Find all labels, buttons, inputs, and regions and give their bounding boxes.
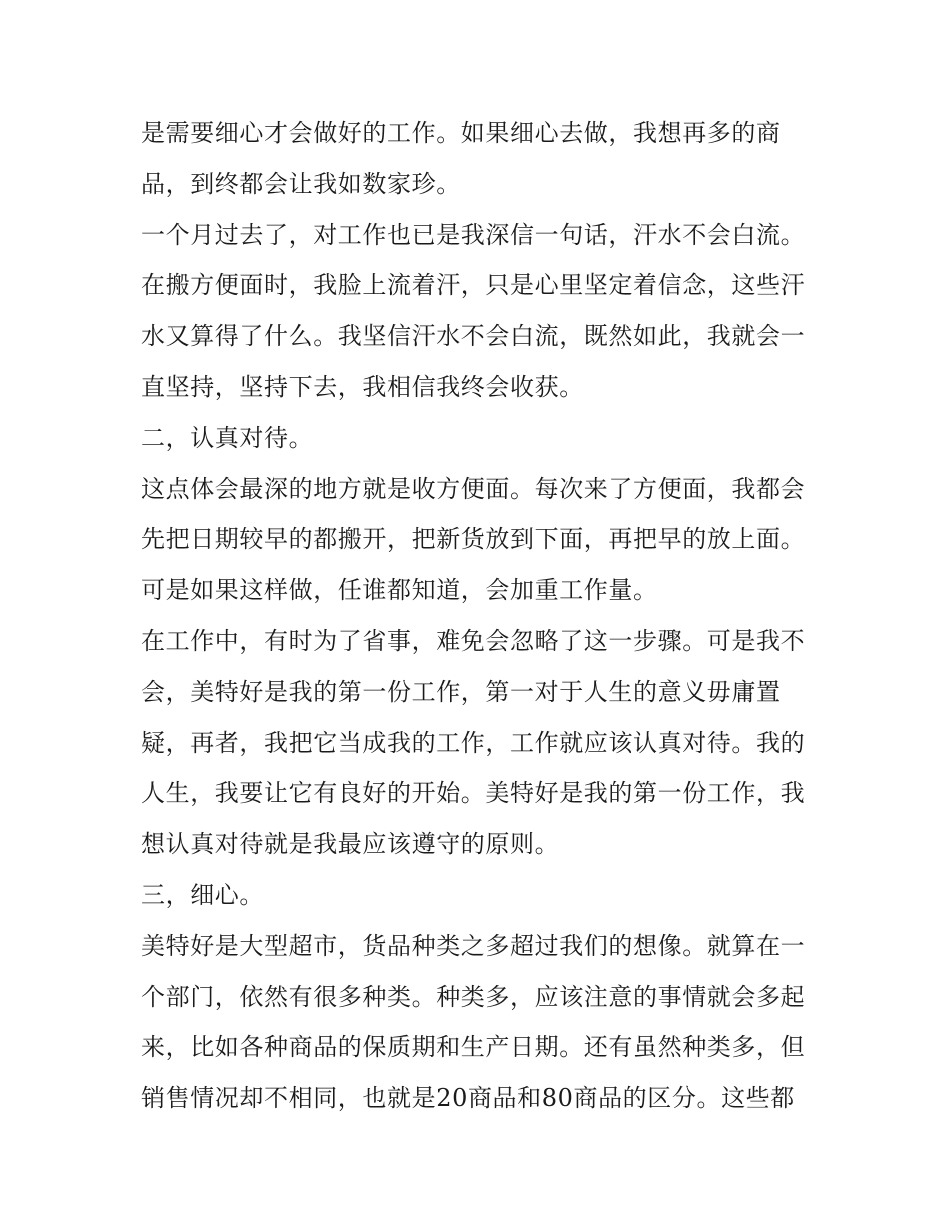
section-heading <box>141 413 821 464</box>
text-line: 在工作中，有时为了省事，难免会忽略了这一步骤。可是我不 <box>141 626 806 655</box>
text-line: 来，比如各种商品的保质期和生产日期。还有虽然种类多，但 <box>141 1033 806 1062</box>
paragraph <box>141 108 821 210</box>
text-line: 可是如果这样做，任谁都知道，会加重工作量。 <box>141 576 658 605</box>
text-line: 想认真对待就是我最应该遵守的原则。 <box>141 830 560 859</box>
text-line: 先把日期较早的都搬开，把新货放到下面，再把早的放上面。 <box>141 525 806 554</box>
text-line: 二，认真对待。 <box>141 423 314 452</box>
text-line: 直坚持，坚持下去，我相信我终会收获。 <box>141 372 584 401</box>
paragraph <box>141 616 821 870</box>
text-line: 水又算得了什么。我坚信汗水不会白流，既然如此，我就会一 <box>141 322 806 351</box>
text-line: 会，美特好是我的第一份工作，第一对于人生的意义毋庸置 <box>141 677 781 706</box>
text-line: 品，到终都会让我如数家珍。 <box>141 169 461 198</box>
text-line: 在搬方便面时，我脸上流着汗，只是心里坚定着信念，这些汗 <box>141 271 806 300</box>
paragraph <box>141 464 821 616</box>
text-line: 个部门，依然有很多种类。种类多，应该注意的事情就会多起 <box>141 982 806 1011</box>
text-line: 一个月过去了，对工作也已是我深信一句话，汗水不会白流。 <box>141 220 806 249</box>
text-line: 这点体会最深的地方就是收方便面。每次来了方便面，我都会 <box>141 474 806 503</box>
paragraph <box>141 210 821 413</box>
text-line: 销售情况却不相同，也就是20商品和80商品的区分。这些都 <box>141 1084 795 1113</box>
text-line: 是需要细心才会做好的工作。如果细心去做，我想再多的商 <box>141 119 781 147</box>
document-body <box>141 108 821 1124</box>
text-line: 人生，我要让它有良好的开始。美特好是我的第一份工作，我 <box>141 779 806 808</box>
text-line: 美特好是大型超市，货品种类之多超过我们的想像。就算在一 <box>141 931 806 960</box>
text-line: 疑，再者，我把它当成我的工作，工作就应该认真对待。我的 <box>141 728 806 757</box>
section-heading <box>141 870 821 921</box>
text-line: 三，细心。 <box>141 880 264 909</box>
paragraph <box>141 921 821 1124</box>
